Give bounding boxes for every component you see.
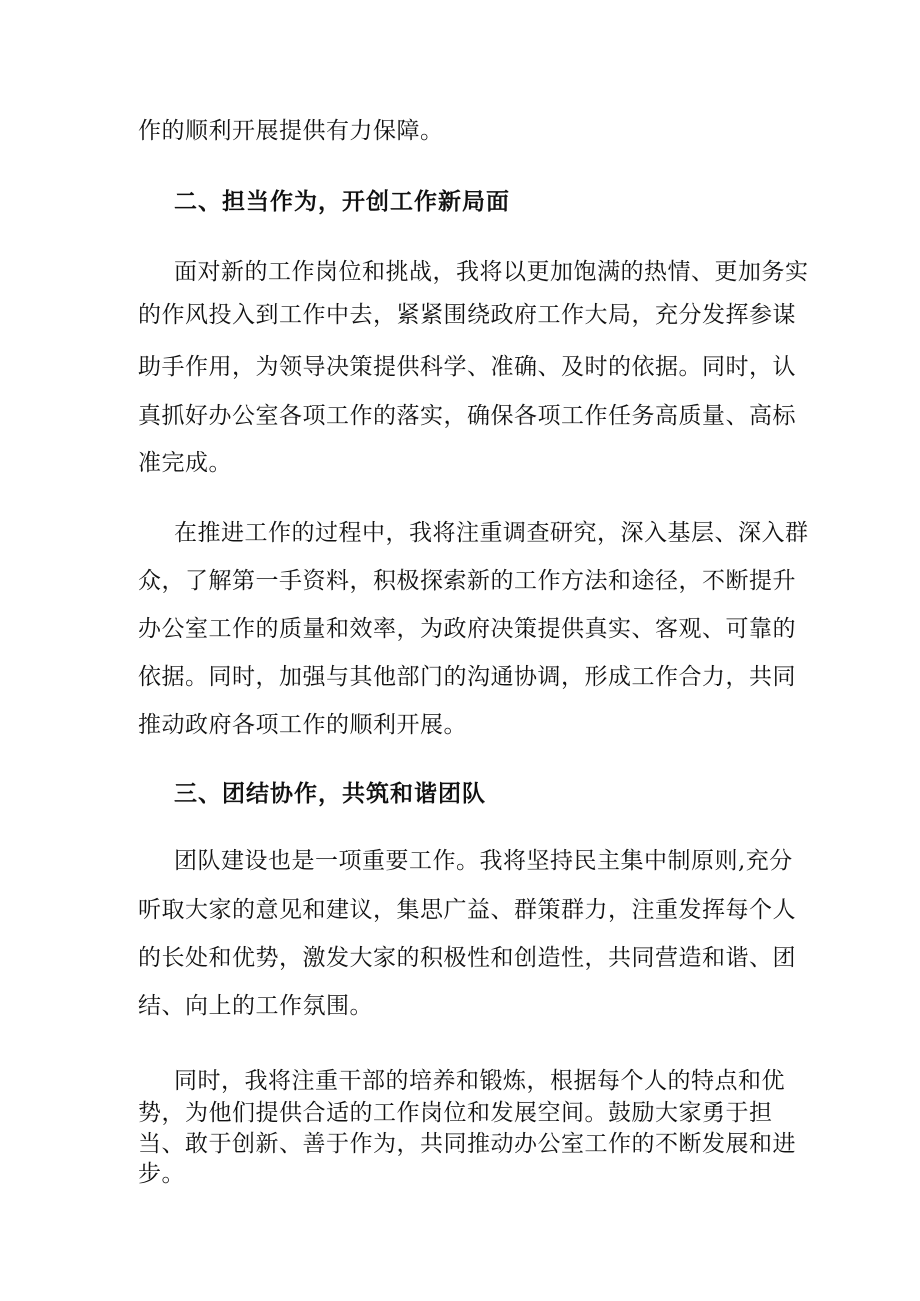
section-heading: 二、担当作为，开创工作新局面 (174, 189, 510, 215)
paragraph-line: 的长处和优势，激发大家的积极性和创造性，共同营造和谐、团 (138, 945, 796, 971)
paragraph-line: 推动政府各项工作的顺利开展。 (138, 712, 467, 738)
paragraph-line: 在推进工作的过程中，我将注重调查研究，深入基层、深入群 (174, 520, 809, 546)
paragraph-line: 准完成。 (138, 450, 232, 476)
paragraph-line: 结、向上的工作氛围。 (138, 993, 373, 1019)
paragraph-line: 助手作用，为领导决策提供科学、准确、及时的依据。同时，认 (138, 354, 796, 380)
paragraph-line: 真抓好办公室各项工作的落实，确保各项工作任务高质量、高标 (138, 403, 796, 429)
paragraph-line: 步。 (138, 1161, 185, 1187)
paragraph-line: 办公室工作的质量和效率，为政府决策提供真实、客观、可靠的 (138, 616, 796, 642)
section-heading: 三、团结协作，共筑和谐团队 (174, 781, 486, 807)
paragraph-line: 团队建设也是一项重要工作。我将坚持民主集中制原则,充分 (174, 848, 793, 874)
paragraph-line: 当、敢于创新、善于作为，共同推动办公室工作的不断发展和进 (138, 1131, 796, 1157)
paragraph-line: 的作风投入到工作中去，紧紧围绕政府工作大局，充分发挥参谋 (138, 302, 796, 328)
paragraph-line: 面对新的工作岗位和挑战，我将以更加饱满的热情、更加务实 (174, 259, 809, 285)
paragraph-line: 听取大家的意见和建议，集思广益、群策群力，注重发挥每个人 (138, 897, 796, 923)
paragraph-line: 作的顺利开展提供有力保障。 (138, 118, 444, 144)
paragraph-line: 势，为他们提供合适的工作岗位和发展空间。鼓励大家勇于担 (138, 1100, 773, 1126)
paragraph-line: 同时，我将注重干部的培养和锻炼，根据每个人的特点和优 (174, 1068, 785, 1094)
paragraph-line: 依据。同时，加强与其他部门的沟通协调，形成工作合力，共同 (138, 664, 796, 690)
paragraph-line: 众，了解第一手资料，积极探索新的工作方法和途径，不断提升 (138, 568, 796, 594)
